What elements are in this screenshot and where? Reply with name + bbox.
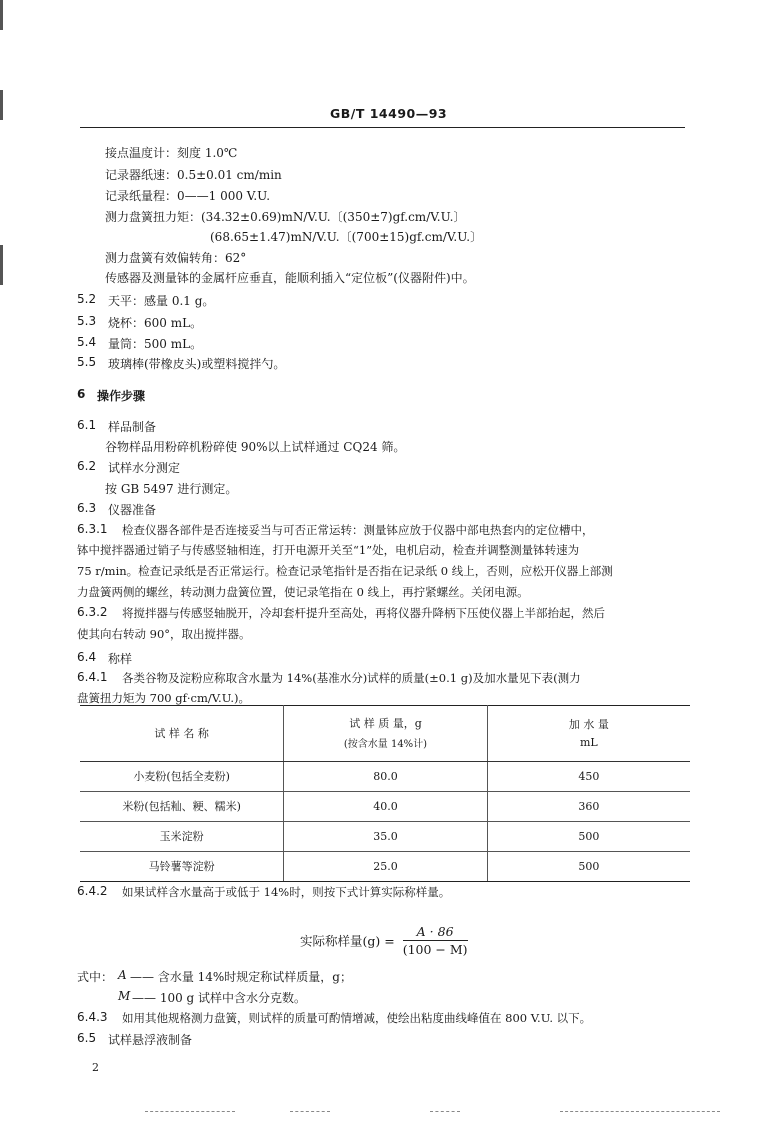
scan-edge-mark <box>0 90 3 120</box>
formula-fraction <box>403 924 468 957</box>
paragraph-line: 盘簧扭力矩为 700 gf·cm/V.U.)。 <box>77 691 250 705</box>
standard-code-header: GB/T 14490—93 <box>330 106 448 121</box>
cell-mass: 35.0 <box>284 821 487 851</box>
section-text: 烧杯：600 mL。 <box>108 316 203 330</box>
paragraph-line: 检查仪器各部件是否连接妥当与可否正常运转：测量钵应放于仪器中部电热套内的定位槽中， <box>122 523 594 537</box>
header-rule <box>80 127 685 128</box>
cell-name: 马铃薯等淀粉 <box>80 851 284 881</box>
formula-numerator: A · 86 <box>403 924 468 941</box>
paragraph-line: 使其向右转动 90°，取出搅拌器。 <box>77 627 251 641</box>
table-row <box>80 761 690 791</box>
header-sample-mass <box>284 705 487 761</box>
formula-denominator: (100 − M) <box>402 942 468 957</box>
cell-water: 500 <box>487 851 690 881</box>
section-title: 称样 <box>108 652 133 666</box>
section-number: 6.4 <box>77 650 97 664</box>
cell-water: 360 <box>487 791 690 821</box>
section-number: 6.4.2 <box>77 884 108 898</box>
list-item: 接点温度计：刻度 1.0℃ <box>105 146 238 160</box>
list-item: (68.65±1.47)mN/V.U.〔(700±15)gf.cm/V.U.〕 <box>210 230 483 244</box>
where-symbol: A <box>118 968 127 982</box>
paragraph-line: 75 r/min。检查记录纸是否正常运行。检查记录笔指针是否指在记录纸 0 线上，否则，应松开仪器上部测 <box>77 564 613 578</box>
scan-bottom-mark <box>145 1111 235 1112</box>
header-line: 试 样 质 量，g <box>349 717 422 731</box>
table-row <box>80 851 690 881</box>
list-item: 记录纸量程：0——1 000 V.U. <box>105 189 271 203</box>
section-title: 试样悬浮液制备 <box>108 1033 193 1047</box>
table-header-row <box>80 705 690 761</box>
scan-edge-mark <box>0 245 3 285</box>
cell-name: 米粉(包括籼、粳、糯米) <box>80 791 284 821</box>
cell-name: 玉米淀粉 <box>80 821 284 851</box>
list-item: 传感器及测量钵的金属杆应垂直，能顺利插入“定位板”(仪器附件)中。 <box>105 271 475 285</box>
header-line: 加 水 量 <box>568 718 609 732</box>
header-line: (按含水量 14%计) <box>343 739 428 751</box>
section-text: 玻璃棒(带橡皮头)或塑料搅拌勺。 <box>108 357 286 371</box>
scan-bottom-mark <box>430 1111 460 1112</box>
section-number: 5.2 <box>77 292 97 306</box>
section-number: 5.4 <box>77 335 97 349</box>
cell-name: 小麦粉(包括全麦粉) <box>80 761 284 791</box>
section-text: 如果试样含水量高于或低于 14%时，则按下式计算实际称样量。 <box>122 885 451 899</box>
cell-water: 500 <box>487 821 690 851</box>
section-number: 5.3 <box>77 314 97 328</box>
sample-mass-table <box>80 705 690 882</box>
section-number: 6.3 <box>77 501 97 515</box>
scan-bottom-mark <box>290 1111 330 1112</box>
section-number: 5.5 <box>77 355 97 369</box>
list-item: 记录器纸速：0.5±0.01 cm/min <box>105 168 282 182</box>
page-number: 2 <box>92 1061 99 1074</box>
paragraph: 谷物样品用粉碎机粉碎使 90%以上试样通过 CQ24 筛。 <box>105 440 406 454</box>
section-title: 样品制备 <box>108 420 157 434</box>
section-text: 量筒：500 mL。 <box>108 337 203 351</box>
section-text: 如用其他规格测力盘簧，则试样的质量可酌情增减，使绘出粘度曲线峰值在 800 V.U. 以下。 <box>122 1011 592 1025</box>
paragraph-line: 将搅拌器与传感竖轴脱开，冷却套杆提升至高处，再将仪器升降柄下压使仪器上半部抬起，然后 <box>122 606 605 620</box>
where-symbol: M <box>118 989 131 1003</box>
section-number: 6.1 <box>77 418 97 432</box>
section-number: 6.5 <box>77 1031 97 1045</box>
paragraph-line: 各类谷物及淀粉应称取含水量为 14%(基准水分)试样的质量(±0.1 g)及加水量见下表(测力 <box>122 671 581 685</box>
list-item: 测力盘簧有效偏转角：62° <box>105 251 247 265</box>
chapter-number: 6 <box>77 387 86 401</box>
paragraph-line: 力盘簧两侧的螺丝，转动测力盘簧位置，使记录笔指在 0 线上，再拧紧螺丝。关闭电源。 <box>77 585 529 599</box>
cell-mass: 40.0 <box>284 791 487 821</box>
paragraph: 按 GB 5497 进行测定。 <box>105 482 238 496</box>
where-definition: —— 100 g 试样中含水分克数。 <box>132 991 307 1005</box>
table-row <box>80 791 690 821</box>
section-number: 6.3.2 <box>77 605 108 619</box>
list-item: 测力盘簧扭力矩：(34.32±0.69)mN/V.U.〔(350±7)gf.cm/V.U.〕 <box>105 210 466 224</box>
header-sample-name: 试 样 名 称 <box>80 705 284 761</box>
section-number: 6.2 <box>77 459 97 473</box>
section-number: 6.4.3 <box>77 1010 108 1024</box>
scan-bottom-mark <box>560 1111 720 1112</box>
cell-mass: 25.0 <box>284 851 487 881</box>
table-row <box>80 821 690 851</box>
header-water-volume <box>487 705 690 761</box>
cell-water: 450 <box>487 761 690 791</box>
where-lead: 式中： <box>77 970 114 984</box>
sample-mass-formula <box>300 924 468 957</box>
section-title: 试样水分测定 <box>108 461 181 475</box>
section-text: 天平：感量 0.1 g。 <box>108 294 215 308</box>
paragraph-line: 钵中搅拌器通过销子与传感竖轴相连，打开电源开关至“1”处，电机启动，检查并调整测量钵转速为 <box>77 543 580 557</box>
chapter-title: 操作步骤 <box>97 389 146 403</box>
scan-edge-mark <box>0 0 3 30</box>
header-line: mL <box>579 736 598 750</box>
cell-mass: 80.0 <box>284 761 487 791</box>
where-definition: —— 含水量 14%时规定称试样质量，g； <box>130 970 352 984</box>
section-number: 6.4.1 <box>77 670 108 684</box>
section-number: 6.3.1 <box>77 522 108 536</box>
section-title: 仪器准备 <box>108 503 157 517</box>
formula-lhs: 实际称样量(g) = <box>300 933 395 949</box>
